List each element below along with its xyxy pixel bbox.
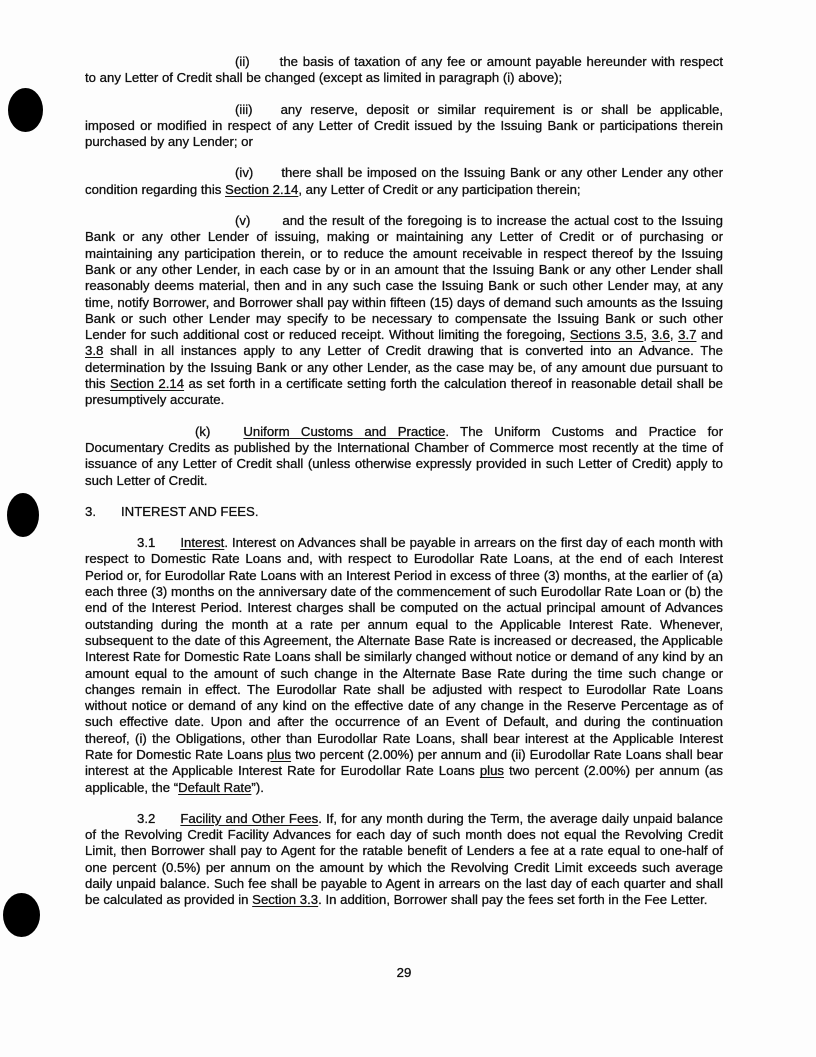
underlined-reference: plus bbox=[479, 763, 505, 779]
text-run: ”). bbox=[251, 779, 264, 795]
text-run: as set forth in a certificate setting forth the calculation thereof in reasonable detail shall be presumptively accurate. bbox=[85, 376, 724, 408]
paragraph-k bbox=[85, 424, 723, 489]
underlined-reference: 3.8 bbox=[85, 343, 104, 359]
text-run: , bbox=[669, 327, 679, 343]
label-gap bbox=[250, 224, 282, 225]
underlined-reference: Uniform Customs and Practice bbox=[243, 423, 446, 439]
paragraph-label: (v) bbox=[235, 213, 251, 229]
text-run: , bbox=[643, 327, 652, 343]
paragraph-label: (ii) bbox=[235, 54, 250, 69]
underlined-reference: plus bbox=[266, 746, 292, 762]
underlined-reference: Default Rate bbox=[178, 779, 252, 795]
label-gap bbox=[96, 515, 121, 516]
label-gap bbox=[253, 113, 281, 114]
text-run: shall in all instances apply to any Letter of Credit drawing that is converted into an Advance. The determination by the Issuing Bank or any other Lender, as the case may be, of any amount due pursuant to this bbox=[85, 343, 723, 392]
underlined-reference: 3.6 bbox=[651, 327, 670, 343]
paragraph-label: (k) bbox=[195, 423, 211, 439]
paragraph-label: (iv) bbox=[235, 165, 254, 181]
label-gap bbox=[253, 176, 281, 177]
text-run: . If, for any month during the Term, the average daily unpaid balance of the Revolving Credit Facility Advances for each day of such month does not equal the Revolving Credit Limit, then Borrower shall pay to Agent for the ratable benefit of Lenders a fee at a rate equal to one-half of one percent (0.5%) per annum on the amount by which the Revolving Credit Limit exceeds such average daily unpaid balance. Such fee shall be payable to Agent in arrears on the last day of each quarter and shall be calculated as provided in bbox=[85, 810, 724, 908]
underlined-reference: Sections 3.5 bbox=[569, 327, 644, 343]
hole-punch-icon bbox=[8, 88, 43, 132]
paragraph-iv bbox=[85, 165, 723, 198]
underlined-reference: 3.7 bbox=[678, 327, 697, 343]
underlined-reference: Interest bbox=[180, 535, 225, 551]
paragraph-label: 3. bbox=[85, 503, 96, 519]
text-run: . The Uniform Customs and Practice for Documentary Credits as published by the International Chamber of Commerce most recently at the time of issuance of any Letter of Credit shall (unless otherwise expressly provided in such Letter of Credit) apply to such Letter of Credit. bbox=[85, 423, 723, 488]
text-run: two percent (2.00%) per annum (as applicable, the “ bbox=[85, 763, 723, 795]
text-run: any reserve, deposit or similar requirement is or shall be applicable, imposed or modified in respect of any Letter of Credit issued by the Issuing Bank or participations therein purchased by any Lender; or bbox=[85, 101, 723, 150]
text-run: the basis of taxation of any fee or amount payable hereunder with respect to any Letter of Credit shall be changed (except as limited in paragraph (i) above); bbox=[85, 54, 723, 86]
underlined-reference: Facility and Other Fees bbox=[180, 810, 319, 826]
underlined-reference: Section 3.3 bbox=[252, 892, 319, 908]
paragraph-label: 3.1 bbox=[137, 535, 156, 551]
text-run: and bbox=[696, 327, 724, 343]
paragraph-iii bbox=[85, 102, 723, 151]
text-run: INTEREST AND FEES. bbox=[121, 503, 259, 519]
hole-punch-icon bbox=[3, 893, 40, 937]
label-gap bbox=[155, 546, 180, 547]
paragraph-3-2 bbox=[85, 811, 723, 909]
paragraph-label: (iii) bbox=[235, 101, 253, 117]
label-gap bbox=[210, 435, 243, 436]
label-gap bbox=[155, 822, 180, 823]
text-run: two percent (2.00%) per annum and (ii) Eurodollar Rate Loans shall bear interest at the Applicable Interest Rate for Eurodollar Rate Loans bbox=[85, 746, 724, 779]
underlined-reference: Section 2.14 bbox=[109, 376, 185, 392]
paragraph-v bbox=[85, 213, 723, 409]
text-run: there shall be imposed on the Issuing Bank or any other Lender any other condition regarding this bbox=[85, 165, 723, 197]
paragraph-ii bbox=[85, 54, 723, 87]
document-body bbox=[85, 54, 723, 909]
paragraph-label: 3.2 bbox=[137, 810, 156, 826]
text-run: and the result of the foregoing is to increase the actual cost to the Issuing Bank or any other Lender of issuing, making or maintaining any Letter of Credit or of purchasing or maintaining any participation therein, or to reduce the amount receivable in respect thereof by the Issuing Bank or any other Lender, in each case by or in an amount that the Issuing Bank or any other Lender shall reasonably deems material, then and in any such case the Issuing Bank or such other Lender may, at any time, notify Borrower, and Borrower shall pay within fifteen (15) days of demand such amounts as the Issuing Bank or such other Lender may specify to be necessary to compensate the Issuing Bank or such other Lender for such additional cost or reduced receipt. Without limiting the foregoing, bbox=[85, 213, 723, 343]
hole-punch-icon bbox=[7, 493, 39, 537]
text-run: . Interest on Advances shall be payable in arrears on the first day of each month with respect to Domestic Rate Loans and, with respect to Eurodollar Rate Loans, at the end of each Interest Period or, for Eurodollar Rate Loans with an Interest Period in excess of three (3) months, at the earlier of (a) each three (3) months on the anniversary date of the commencement of such Eurodollar Rate Loan or (b) the end of the Interest Period. Interest charges shall be computed on the actual principal amount of Advances outstanding during the month at a rate per annum equal to the Applicable Interest Rate. Whenever, subsequent to the date of this Agreement, the Alternate Base Rate is increased or decreased, the Applicable Interest Rate for Domestic Rate Loans shall be similarly changed without notice or demand of any kind by an amount equal to the amount of such change in the Alternate Base Rate during the time such change or changes remain in effect. The Eurodollar Rate shall be adjusted with respect to Eurodollar Rate Loans without notice or demand of any kind on the effective date of any change in the Reserve Percentage as of such effective date. Upon and after the occurrence of an Event of Default, and during the continuation thereof, (i) the Obligations, other than Eurodollar Rate Loans, shall bear interest at the Applicable Interest Rate for Domestic Rate Loans bbox=[85, 535, 723, 762]
section-heading bbox=[85, 504, 723, 520]
text-run: , any Letter of Credit or any participation therein; bbox=[298, 181, 581, 197]
underlined-reference: Section 2.14 bbox=[225, 181, 299, 197]
label-gap bbox=[250, 65, 280, 66]
paragraph-3-1 bbox=[85, 535, 723, 796]
page-number: 29 bbox=[396, 965, 412, 980]
text-run: . In addition, Borrower shall pay the fees set forth in the Fee Letter. bbox=[318, 892, 708, 908]
